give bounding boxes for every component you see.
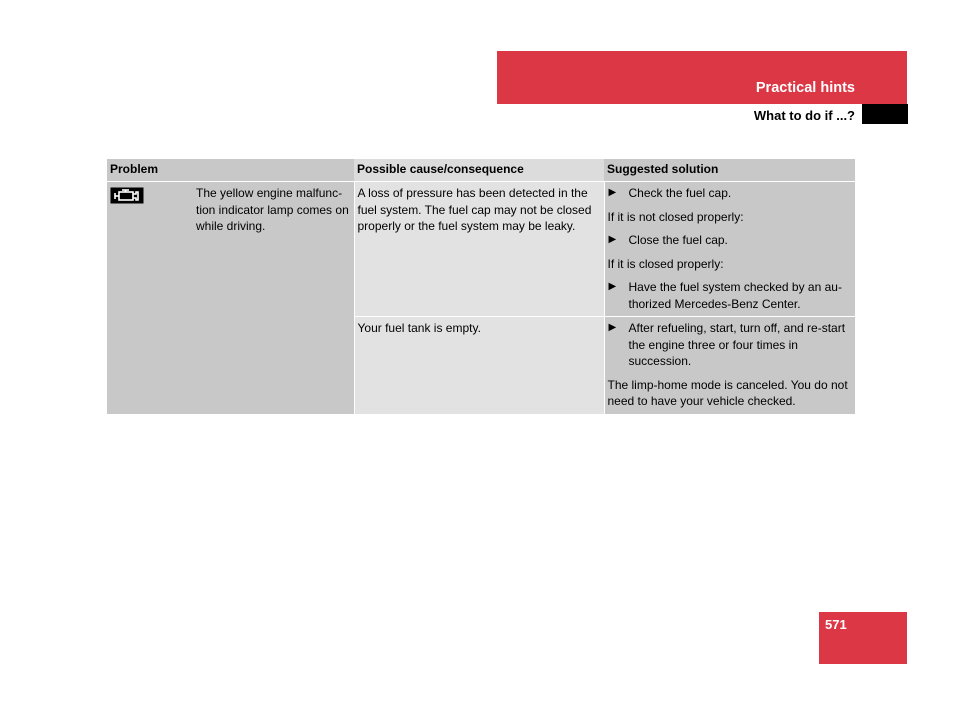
solution-step — [608, 279, 853, 312]
solution-note: If it is not closed properly: — [607, 209, 744, 224]
problem-cell — [107, 182, 354, 414]
page-number-box — [819, 612, 907, 664]
engine-malfunction-icon — [110, 187, 144, 204]
page-number: 571 — [825, 617, 847, 632]
solution-step — [608, 232, 853, 249]
solution-cell — [604, 317, 855, 414]
solution-step — [608, 320, 853, 370]
solution-step-text: Check the fuel cap. — [628, 186, 732, 200]
bullet-arrow-icon: ▶ — [608, 322, 617, 333]
column-header-cause: Possible cause/consequence — [354, 159, 604, 182]
cause-cell: Your fuel tank is empty. — [354, 317, 604, 414]
solution-note: If it is closed properly: — [607, 256, 724, 271]
solution-cell — [604, 182, 855, 317]
problem-description: The yellow engine malfunc-tion indicator lamp comes on while driving. — [196, 186, 349, 233]
section-header-bar — [497, 51, 907, 104]
solution-note: The limp-home mode is canceled. You do not need to have your vehicle checked. — [607, 377, 848, 408]
bullet-arrow-icon: ▶ — [608, 187, 617, 198]
subsection-title: What to do if ...? — [753, 108, 855, 123]
column-header-problem: Problem — [107, 159, 354, 182]
solution-step-text: Close the fuel cap. — [628, 233, 728, 247]
column-header-solution: Suggested solution — [604, 159, 855, 182]
table-header-row — [107, 159, 855, 182]
bullet-arrow-icon: ▶ — [608, 281, 617, 292]
cause-cell: A loss of pressure has been detected in the fuel system. The fuel cap may not be closed properly or the fuel system may be leaky. — [354, 182, 604, 317]
solution-step-text: After refueling, start, turn off, and re-start the engine three or four times in succession. — [628, 321, 846, 368]
table-row — [107, 182, 855, 317]
solution-step-text: Have the fuel system checked by an au-thorized Mercedes-Benz Center. — [628, 280, 842, 311]
bullet-arrow-icon: ▶ — [608, 234, 617, 245]
troubleshooting-table — [107, 159, 855, 414]
solution-step — [608, 185, 853, 202]
section-title: Practical hints — [755, 80, 855, 96]
chapter-tab-marker — [862, 104, 908, 124]
